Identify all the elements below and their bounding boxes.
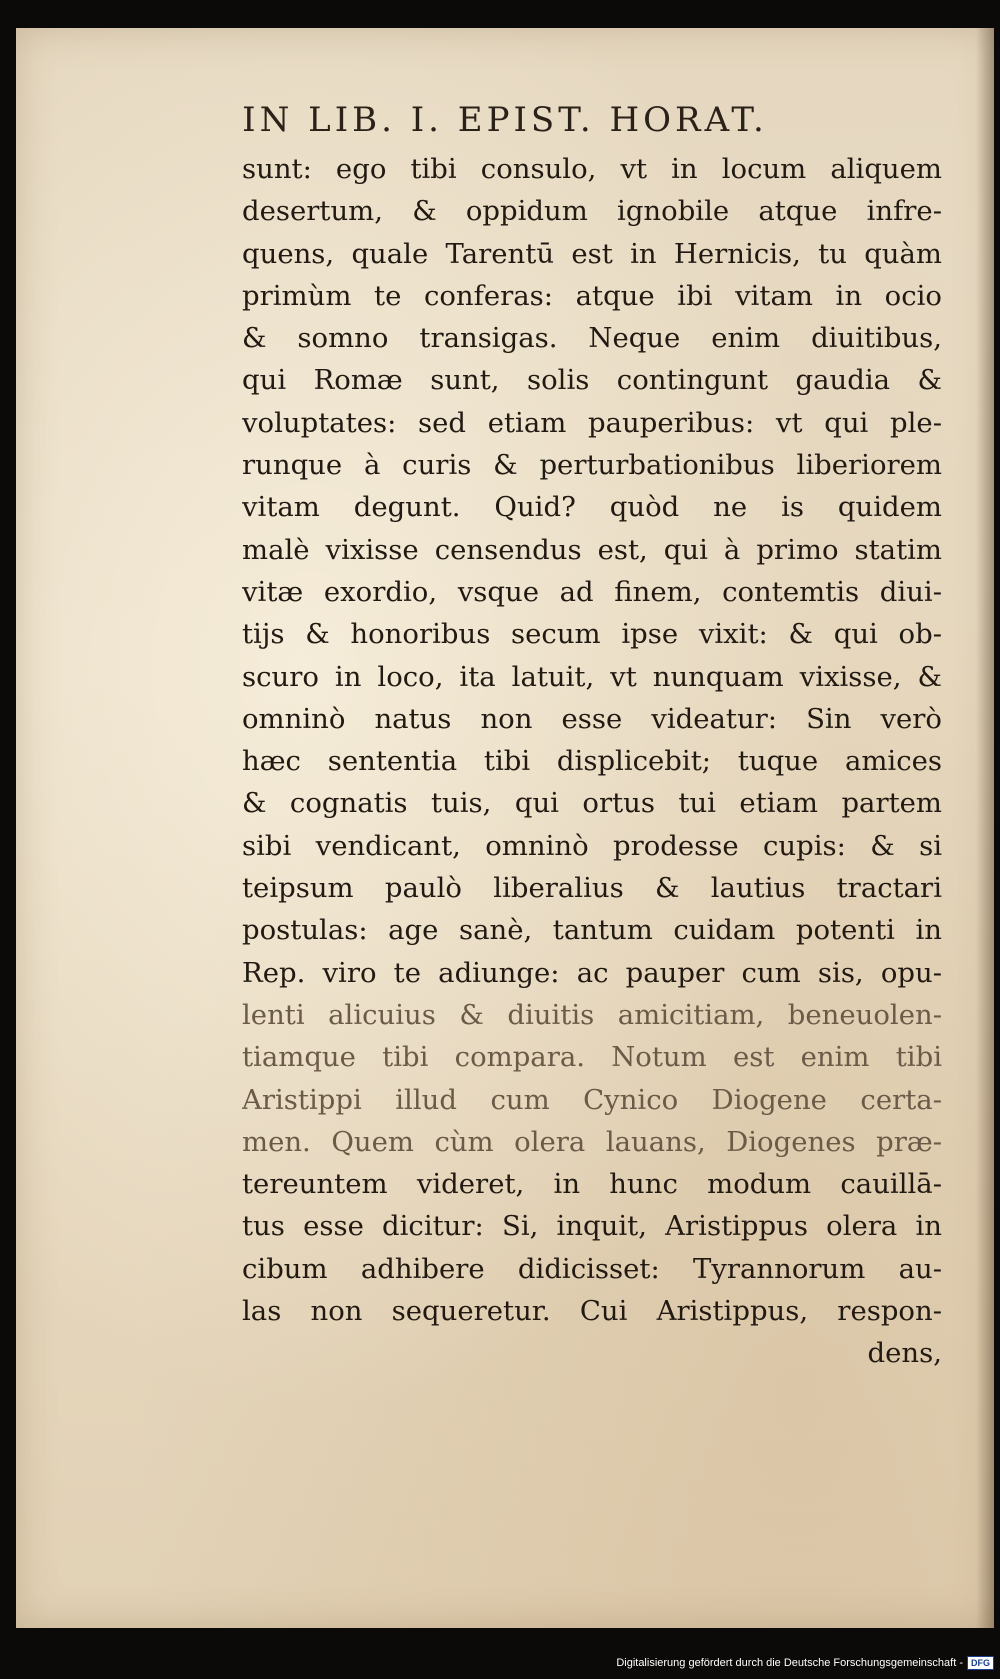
credit-text: Digitalisierung gefördert durch die Deutsche Forschungsgemeinschaft -	[616, 1657, 963, 1669]
text-block	[242, 148, 942, 1375]
text-line: tiamque tibi compara. Notum est enim tibi	[242, 1041, 942, 1074]
text-line: hæc sententia tibi displicebit; tuque amices	[242, 745, 942, 778]
catchword: dens,	[867, 1337, 942, 1370]
text-line: tereuntem videret, in hunc modum cauillā-	[242, 1168, 942, 1201]
running-head: IN LIB. I. EPIST. HORAT.	[242, 100, 768, 140]
text-line: scuro in loco, ita latuit, vt nunquam vixisse, &	[242, 660, 942, 693]
text-line: lenti alicuius & diuitis amicitiam, beneuolen-	[242, 998, 942, 1031]
digitization-credit	[616, 1653, 994, 1673]
text-line: sunt: ego tibi consulo, vt in locum aliquem	[242, 153, 942, 185]
text-line: qui Romæ sunt, solis contingunt gaudia &	[242, 364, 942, 397]
text-line: Aristippi illud cum Cynico Diogene certa-	[242, 1083, 942, 1116]
book-page	[16, 28, 994, 1628]
text-line: desertum, & oppidum ignobile atque infre-	[242, 195, 942, 228]
text-line: quens, quale Tarentū est in Hernicis, tu quàm	[242, 237, 942, 270]
text-line: primùm te conferas: atque ibi vitam in ocio	[242, 279, 942, 312]
page-edge-shadow	[976, 28, 994, 1628]
text-line: postulas: age sanè, tantum cuidam potenti in	[242, 914, 942, 947]
text-line: vitam degunt. Quid? quòd ne is quidem	[242, 491, 942, 524]
text-line: men. Quem cùm olera lauans, Diogenes præ-	[242, 1125, 942, 1158]
text-line: omninò natus non esse videatur: Sin verò	[242, 702, 942, 735]
text-line: Rep. viro te adiunge: ac pauper cum sis, opu-	[242, 956, 942, 989]
text-line: vitæ exordio, vsque ad finem, contemtis diui-	[242, 575, 942, 608]
text-line: tijs & honoribus secum ipse vixit: & qui ob-	[242, 618, 942, 651]
text-line: las non sequeretur. Cui Aristippus, respon-	[242, 1295, 942, 1328]
text-line: & cognatis tuis, qui ortus tui etiam partem	[242, 787, 942, 820]
text-line: tus esse dicitur: Si, inquit, Aristippus olera in	[242, 1210, 942, 1243]
text-line: teipsum paulò liberalius & lautius tractari	[242, 872, 942, 905]
dfg-logo: DFG	[967, 1656, 994, 1670]
text-line: malè vixisse censendus est, qui à primo statim	[242, 533, 942, 566]
text-line: runque à curis & perturbationibus liberiorem	[242, 449, 942, 482]
text-line: cibum adhibere didicisset: Tyrannorum au-	[242, 1252, 942, 1285]
text-line: sibi vendicant, omninò prodesse cupis: & si	[242, 829, 942, 862]
text-line: & somno transigas. Neque enim diuitibus,	[242, 322, 942, 355]
text-line: voluptates: sed etiam pauperibus: vt qui ple-	[242, 406, 942, 439]
